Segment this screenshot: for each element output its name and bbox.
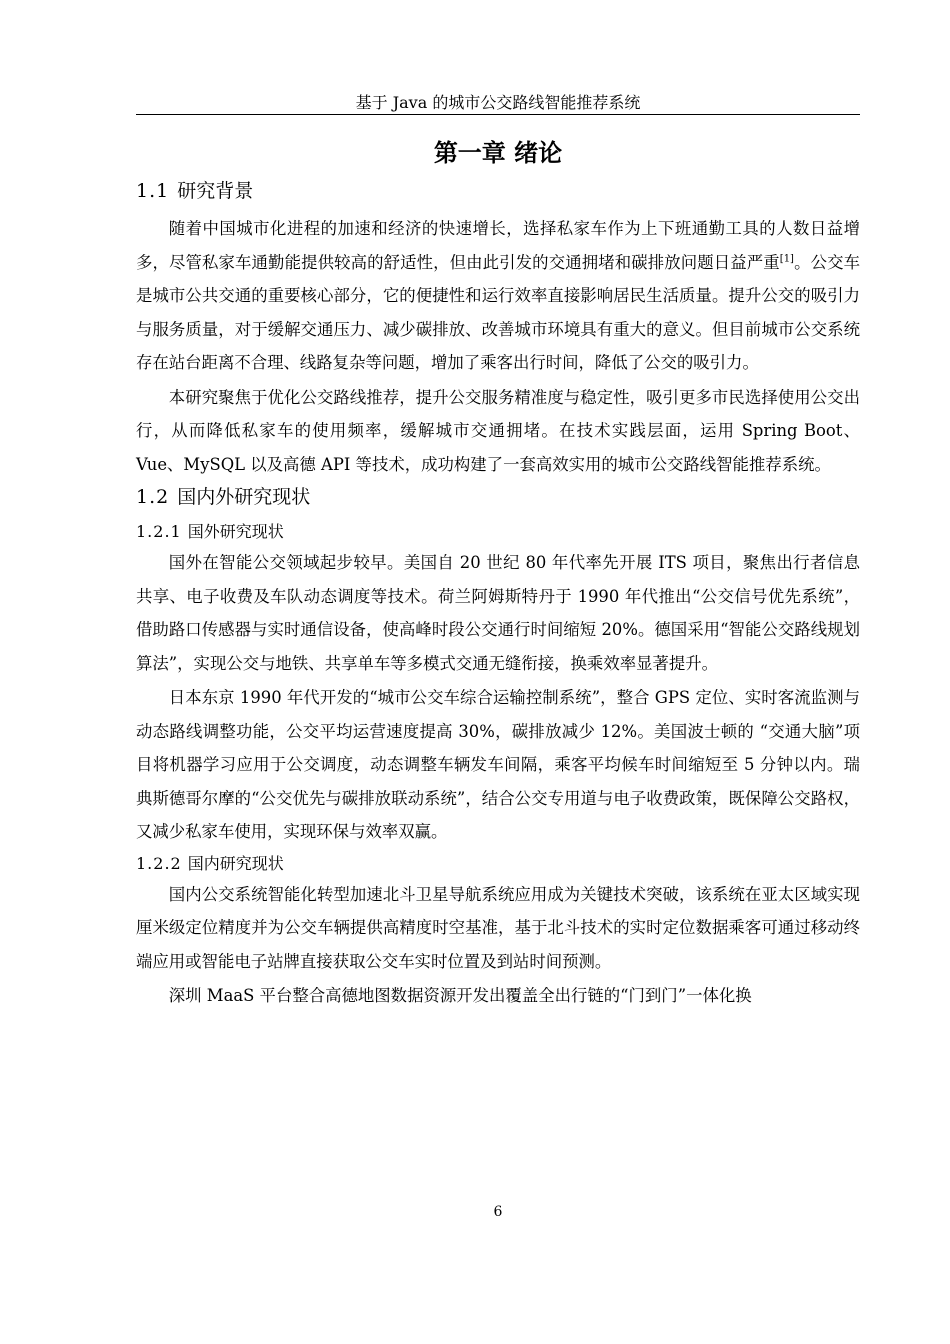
subsection-heading-1-2-2	[136, 850, 860, 878]
body-paragraph: 本研究聚焦于优化公交路线推荐，提升公交服务精准度与稳定性，吸引更多市民选择使用公交出行，从而降低私家车的使用频率，缓解城市交通拥堵。在技术实践层面，运用 Spring Boot、Vue、MySQL 以及高德 API 等技术，成功构建了一套高效实用的城市公交路线智能推荐系统。	[136, 387, 860, 474]
section-title: 国内外研究现状	[177, 486, 311, 508]
paragraph-text: 随着中国城市化进程的加速和经济的快速增长，选择私家车作为上下班通勤工具的人数日益增多，尽管私家车通勤能提供较高的舒适性，但由此引发的交通拥堵和碳排放问题日益严重	[136, 219, 860, 272]
body-paragraph: 日本东京 1990 年代开发的“城市公交车综合运输控制系统”，整合 GPS 定位、实时客流监测与动态路线调整功能，公交平均运营速度提高 30%，碳排放减少 12%。美国波士顿的 “交通大脑”项目将机器学习应用于公交调度，动态调整车辆发车间隔，乘客平均候车时间缩短至 5 分钟以内。瑞典斯德哥尔摩的“公交优先与碳排放联动系统”，结合公交专用道与电子收费政策，既保障公交路权，又减少私家车使用，实现环保与效率双赢。	[136, 688, 860, 841]
paragraph-text: 。公交车是城市公共交通的重要核心部分，它的便捷性和运行效率直接影响居民生活质量。提升公交的吸引力与服务质量，对于缓解交通压力、减少碳排放、改善城市环境具有重大的意义。但目前城市公交系统存在站台距离不合理、线路复杂等问题，增加了乘客出行时间，降低了公交的吸引力。	[136, 252, 860, 372]
page-content	[136, 128, 860, 1014]
section-number: 1.2	[136, 486, 170, 508]
subsection-number: 1.2.1	[136, 522, 182, 541]
body-paragraph: 国外在智能公交领域起步较早。美国自 20 世纪 80 年代率先开展 ITS 项目，聚焦出行者信息共享、电子收费及车队动态调度等技术。荷兰阿姆斯特丹于 1990 年代推出“公交信号优先系统”，借助路口传感器与实时通信设备，使高峰时段公交通行时间缩短 20%。德国采用“智能公交路线规划算法”，实现公交与地铁、共享单车等多模式交通无缝衔接，换乘效率显著提升。	[136, 553, 860, 673]
citation-marker: [1]	[779, 253, 794, 265]
section-heading-1-1	[136, 176, 860, 206]
section-heading-1-2	[136, 482, 860, 512]
page-number: 6	[493, 1204, 503, 1220]
running-header: 基于 Java 的城市公交路线智能推荐系统	[355, 93, 641, 112]
section-number: 1.1	[136, 180, 170, 202]
body-paragraph	[136, 212, 860, 380]
section-title: 研究背景	[177, 180, 254, 202]
subsection-heading-1-2-1	[136, 518, 860, 546]
subsection-number: 1.2.2	[136, 853, 182, 873]
body-paragraph: 国内公交系统智能化转型加速北斗卫星导航系统应用成为关键技术突破，该系统在亚太区域实现厘米级定位精度并为公交车辆提供高精度时空基准，基于北斗技术的实时定位数据乘客可通过移动终端应用或智能电子站牌直接获取公交车实时位置及到站时间预测。	[136, 884, 860, 971]
header-rule	[136, 114, 860, 115]
body-paragraph: 深圳 MaaS 平台整合高德地图数据资源开发出覆盖全出行链的“门到门”一体化换	[168, 986, 752, 1005]
chapter-title: 第一章 绪论	[433, 139, 563, 167]
subsection-title: 国内研究现状	[187, 853, 284, 873]
subsection-title: 国外研究现状	[187, 522, 284, 541]
